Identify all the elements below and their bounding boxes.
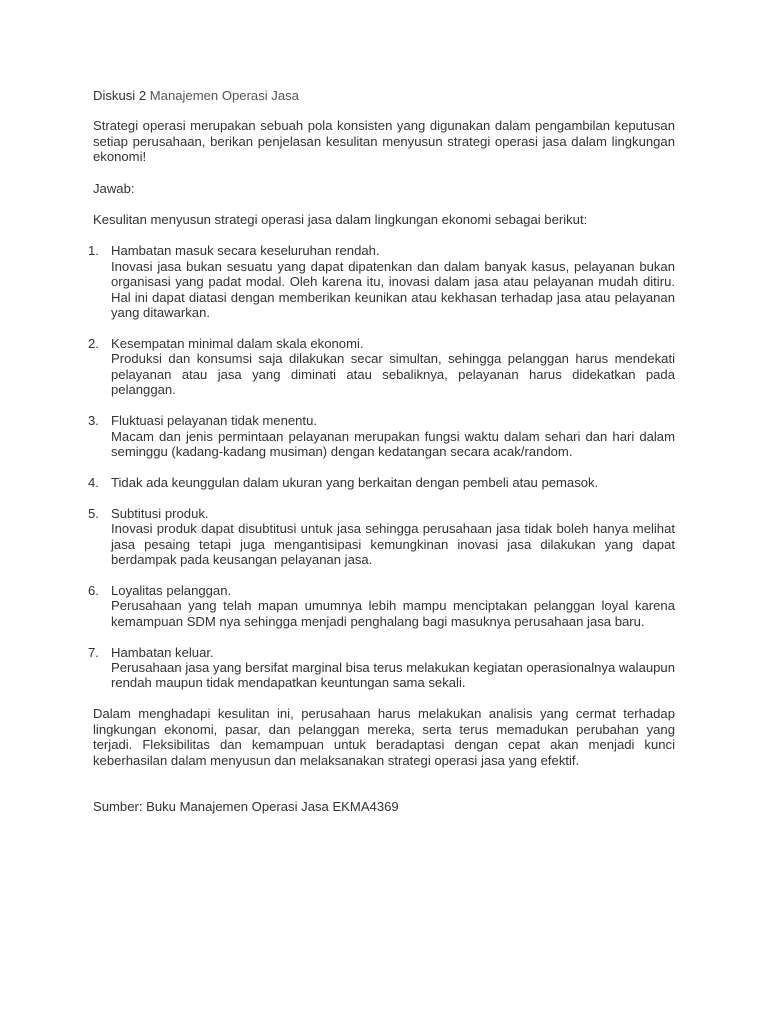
question-paragraph: Strategi operasi merupakan sebuah pola konsisten yang digunakan dalam pengambilan keputusan setiap perusahaan, berikan penjelasan kesulitan menyusun strategi operasi jasa dalam lingkungan ekonomi! bbox=[93, 118, 675, 165]
list-item bbox=[88, 474, 675, 490]
list-item-heading: Loyalitas pelanggan. bbox=[111, 582, 232, 598]
list-item bbox=[88, 505, 675, 568]
list-item bbox=[88, 644, 675, 691]
title-prefix: Diskusi 2 bbox=[93, 88, 147, 103]
list-item-number: 6. bbox=[88, 582, 99, 598]
list-item-heading: Kesempatan minimal dalam skala ekonomi. bbox=[111, 335, 364, 351]
list-item bbox=[88, 335, 675, 398]
list-item-number: 2. bbox=[88, 335, 99, 351]
list-item bbox=[88, 243, 675, 321]
list-item-number: 3. bbox=[88, 413, 99, 429]
list-item-description: Perusahaan jasa yang bersifat marginal bisa terus melakukan kegiatan operasionalnya walaupun rendah maupun tidak mendapatkan keuntungan sama sekali. bbox=[111, 659, 675, 691]
title-rest: Manajemen Operasi Jasa bbox=[149, 88, 299, 103]
list-item-description: Perusahaan yang telah mapan umumnya lebih mampu menciptakan pelanggan loyal karena kemampuan SDM nya sehingga menjadi penghalang bagi masuknya perusahaan jasa baru. bbox=[111, 598, 675, 629]
difficulty-list bbox=[88, 243, 675, 691]
list-item-number: 7. bbox=[88, 644, 99, 660]
list-item-heading: Tidak ada keunggulan dalam ukuran yang berkaitan dengan pembeli atau pemasok. bbox=[111, 474, 599, 490]
conclusion-paragraph: Dalam menghadapi kesulitan ini, perusahaan harus melakukan analisis yang cermat terhadap lingkungan ekonomi, pasar, dan pelanggan mereka, serta terus memadukan perubahan yang terjadi. Fleksibilitas dan kemampuan untuk beradaptasi dengan cepat akan menjadi kunci keberhasilan dalam menyusun dan melaksanakan strategi operasi jasa yang efektif. bbox=[93, 706, 675, 768]
answer-label: Jawab: bbox=[93, 180, 135, 196]
list-item-heading: Hambatan keluar. bbox=[111, 644, 214, 660]
document-page bbox=[88, 88, 675, 814]
list-item-number: 4. bbox=[88, 474, 99, 490]
list-item-heading: Hambatan masuk secara keseluruhan rendah. bbox=[111, 243, 380, 259]
list-item bbox=[88, 413, 675, 459]
document-title bbox=[93, 88, 675, 103]
list-item bbox=[88, 582, 675, 629]
source-citation: Sumber: Buku Manajemen Operasi Jasa EKMA4369 bbox=[93, 798, 399, 814]
list-item-description: Inovasi jasa bukan sesuatu yang dapat dipatenkan dan dalam banyak kasus, pelayanan bukan organisasi yang padat modal. Oleh karena itu, inovasi dalam jasa atau pelayanan mudah ditiru. Hal ini dapat diatasi dengan memberikan keunikan atau kekhasan terhadap jasa atau pelayanan yang ditawarkan. bbox=[111, 258, 675, 321]
list-item-heading: Subtitusi produk. bbox=[111, 505, 209, 521]
list-item-heading: Fluktuasi pelayanan tidak menentu. bbox=[111, 413, 317, 429]
list-item-description: Inovasi produk dapat disubtitusi untuk jasa sehingga perusahaan jasa tidak boleh hanya melihat jasa pesaing tetapi juga mengantisipasi kemungkinan inovasi jasa dilakukan yang dapat berdampak pada keusangan pelayanan jasa. bbox=[111, 521, 675, 567]
list-item-description: Macam dan jenis permintaan pelayanan merupakan fungsi waktu dalam sehari dan hari dalam seminggu (kadang-kadang musiman) dengan kedatangan secara acak/random. bbox=[111, 428, 675, 459]
list-item-description: Produksi dan konsumsi saja dilakukan secar simultan, sehingga pelanggan harus mendekati pelayanan atau jasa yang diminati atau sebaliknya, pelayanan harus didekatkan pada pelanggan. bbox=[111, 351, 675, 398]
list-item-number: 1. bbox=[88, 243, 99, 259]
list-item-number: 5. bbox=[88, 505, 99, 521]
intro-paragraph: Kesulitan menyusun strategi operasi jasa dalam lingkungan ekonomi sebagai berikut: bbox=[93, 212, 588, 228]
